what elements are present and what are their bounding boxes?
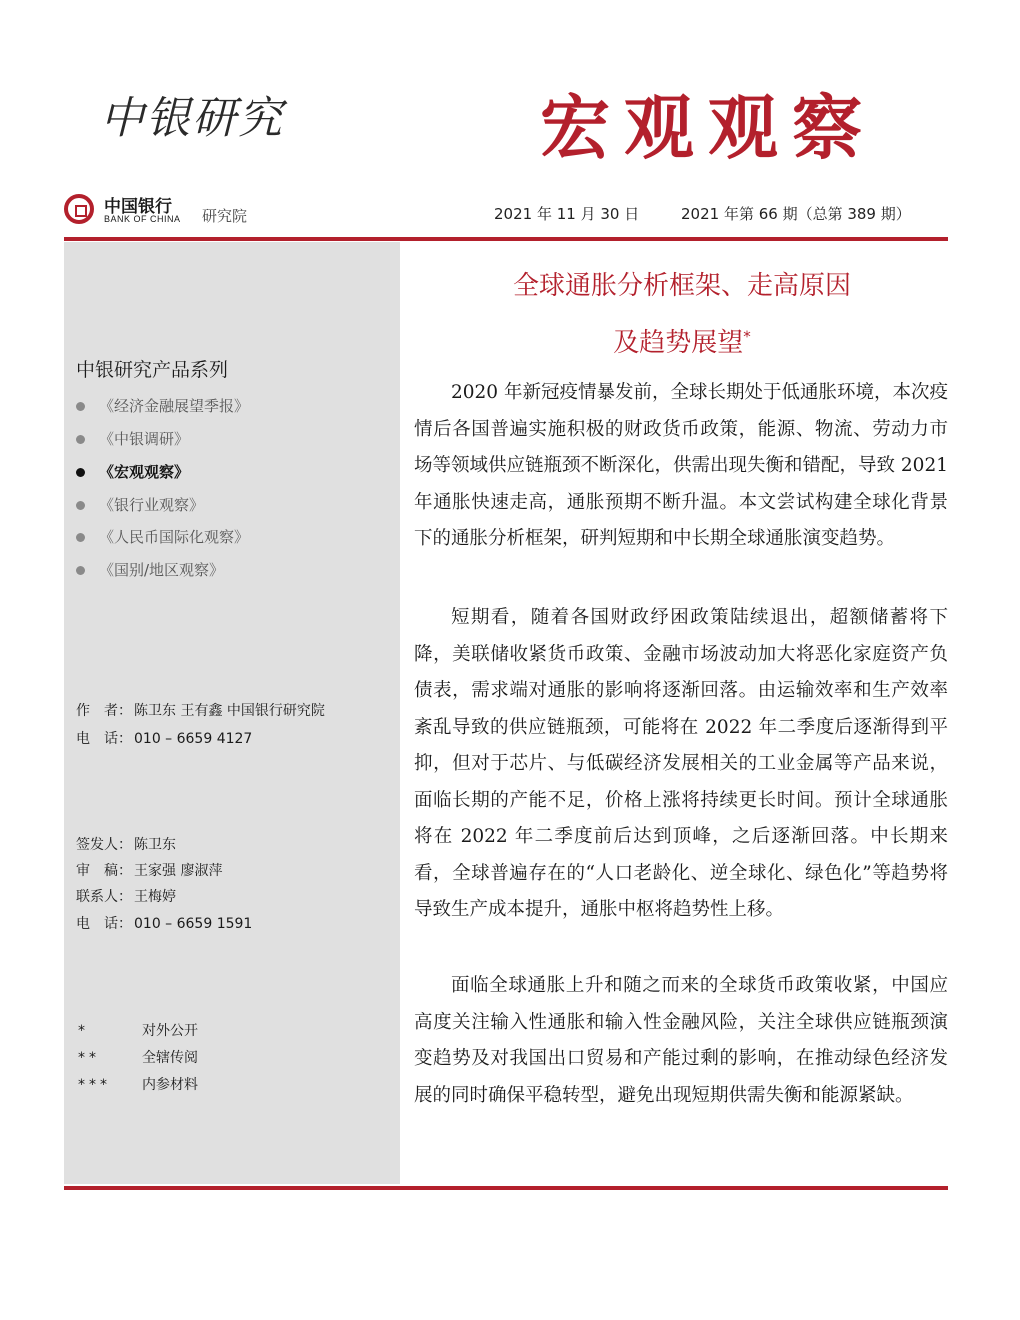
bullet-icon <box>76 501 85 510</box>
article-paragraph: 面临全球通胀上升和随之而来的全球货币政策收紧，中国应高度关注输入性通胀和输入性金融风险，关注全球供应链瓶颈演变趋势及对我国出口贸易和产能过剩的影响，在推动绿色经济发展的同时确保平稳转型，避免出现短期供需失衡和能源紧缺。 <box>414 975 948 1106</box>
article-paragraph: 2020 年新冠疫情暴发前，全球长期处于低通胀环境，本次疫情后各国普遍实施积极的财政货币政策，能源、物流、劳动力市场等领域供应链瓶颈不断深化，供需出现失衡和错配，导致 2021 年通胀快速走高，通胀预期不断升温。本文尝试构建全球化背景下的通胀分析框架，研判短期和中长期全球通胀演变趋势。 <box>414 382 948 549</box>
sidebar-title: 中银研究产品系列 <box>76 359 229 381</box>
footnote-mark: * <box>743 327 751 346</box>
article-paragraph: 短期看，随着各国财政纾困政策陆续退出，超额储蓄将下降，美联储收紧货币政策、金融市场波动加大将恶化家庭资产负债表，需求端对通胀的影响将逐渐回落。由运输效率和生产效率紊乱导致的供应链瓶颈，可能将在 2022 年二季度后逐渐得到平抑，但对于芯片、与低碳经济发展相关的工业金属等产品来说，面临长期的产能不足，价格上涨将持续更长时间。预计全球通胀将在 2022 年二季度前后达到顶峰，之后逐渐回落。中长期来看，全球普遍存在的“人口老龄化、逆全球化、绿色化”等趋势将导致生产成本提升，通胀中枢将趋势性上移。 <box>414 607 948 920</box>
product-item: 《经济金融展望季报》 <box>76 395 249 416</box>
issue-date: 2021 年 11 月 30 日 <box>494 205 640 223</box>
bullet-icon <box>76 468 85 477</box>
signer-row: 签发人： 陈卫东 <box>76 837 176 853</box>
series-title: 宏观观察 <box>540 87 876 169</box>
footer-divider <box>64 1186 948 1190</box>
contact-phone-row: 电 话： 010 – 6659 1591 <box>76 916 253 932</box>
article-title-line2: 及趋势展望* <box>613 327 751 358</box>
article-title-line1: 全球通胀分析框架、走高原因 <box>512 271 851 301</box>
bullet-icon <box>76 435 85 444</box>
author-phone-row: 电 话： 010 – 6659 4127 <box>76 731 253 747</box>
confidentiality-legend-item: * 对外公开 <box>78 1023 198 1039</box>
confidentiality-legend-item: *** 内参材料 <box>78 1077 198 1093</box>
product-item: 《中银调研》 <box>76 428 189 449</box>
bullet-icon <box>76 533 85 542</box>
bullet-icon <box>76 566 85 575</box>
brand-calligraphy-logo: 中银研究 <box>100 93 284 144</box>
contact-row: 联系人： 王梅婷 <box>76 889 176 905</box>
product-item-active: 《宏观观察》 <box>76 461 189 482</box>
product-item: 《人民币国际化观察》 <box>76 526 249 547</box>
bank-logo-cn: 中国银行 <box>104 197 172 217</box>
bullet-icon <box>76 402 85 411</box>
author-row: 作 者： 陈卫东 王有鑫 中国银行研究院 <box>76 703 325 719</box>
reviewer-row: 审 稿： 王家强 廖淑萍 <box>76 863 223 879</box>
bank-logo-en: BANK OF CHINA <box>104 214 181 224</box>
institute-label: 研究院 <box>202 207 248 225</box>
bank-logo-icon <box>64 194 94 224</box>
product-item: 《国别/地区观察》 <box>76 559 224 580</box>
confidentiality-legend-item: ** 全辖传阅 <box>78 1050 198 1066</box>
header-divider <box>64 237 948 241</box>
product-item: 《银行业观察》 <box>76 494 204 515</box>
issue-number: 2021 年第 66 期（总第 389 期） <box>681 205 911 223</box>
